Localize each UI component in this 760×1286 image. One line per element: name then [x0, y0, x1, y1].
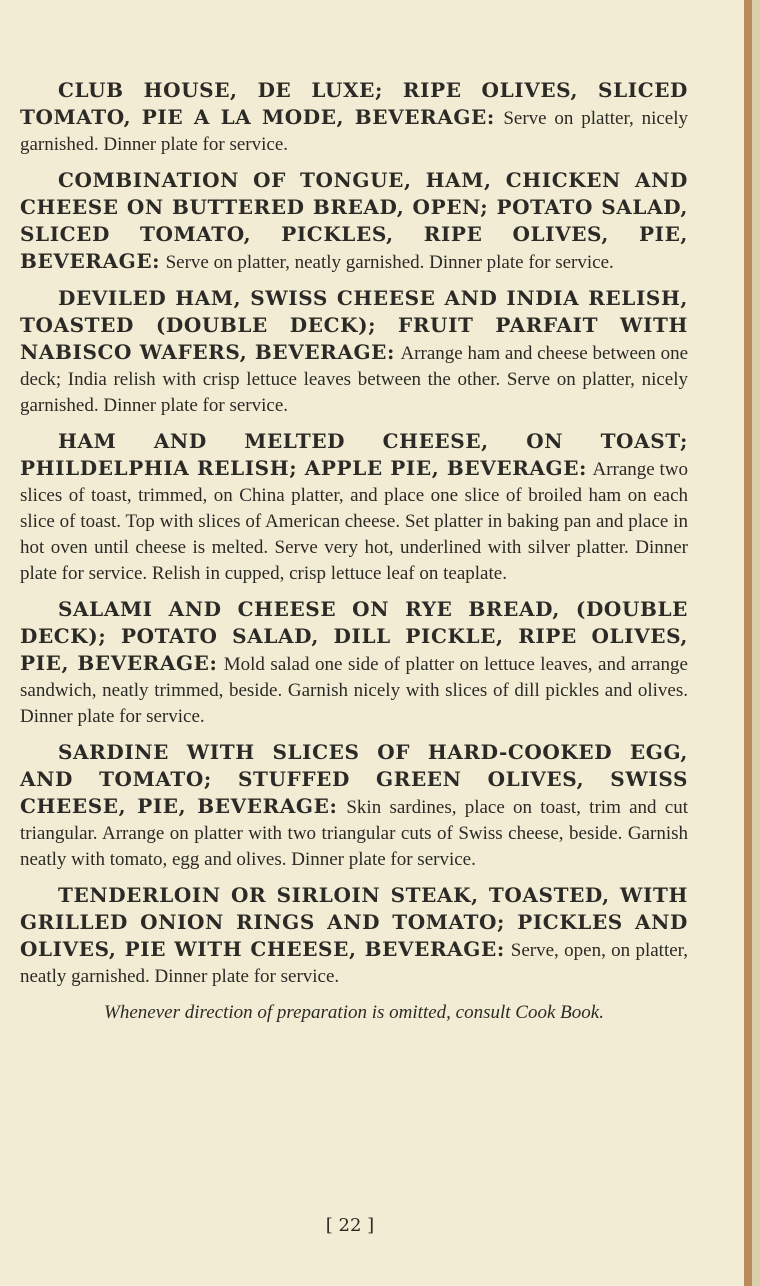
- entry-title: HAM AND MELTED CHEESE, ON TOAST; PHILDELPHIA RELISH; APPLE PIE, BEVERAGE:: [20, 429, 688, 480]
- entry-description: Arrange two slices of toast, trimmed, on China platter, and place one slice of broiled ham on each slice of toast. Top with slices of American cheese. Set platter in baking pan and place in hot oven until cheese is melted. Serve very hot, underlined with silver platter. Dinner plate for service. Relish in cupped, crisp lettuce leaf on teaplate.: [20, 459, 689, 584]
- entry-description: Serve, open, on platter, neatly garnished. Dinner plate for service.: [20, 940, 688, 987]
- entry-title: COMBINATION OF TONGUE, HAM, CHICKEN AND CHEESE ON BUTTERED BREAD, OPEN; POTATO SALAD, SLICED TOMATO, PICKLES, RIPE OLIVES, PIE, BEVERAGE:: [20, 168, 688, 273]
- page-number: [ 22 ]: [325, 1215, 375, 1236]
- entry-title: CLUB HOUSE, DE LUXE; RIPE OLIVES, SLICED TOMATO, PIE A LA MODE, BEVERAGE:: [20, 78, 688, 129]
- menu-entry: [20, 168, 688, 276]
- entry-description: Serve on platter, nicely garnished. Dinner plate for service.: [20, 108, 688, 155]
- entry-title: TENDERLOIN OR SIRLOIN STEAK, TOASTED, WITH GRILLED ONION RINGS AND TOMATO; PICKLES AND OLIVES, PIE WITH CHEESE, BEVERAGE:: [20, 883, 688, 961]
- menu-entries: [20, 78, 688, 1026]
- menu-entry: [20, 883, 688, 990]
- entry-description: Skin sardines, place on toast, trim and cut triangular. Arrange on platter with two triangular cuts of Swiss cheese, beside. Garnish neatly with tomato, egg and olives. Dinner plate for service.: [20, 797, 688, 870]
- footnote: Whenever direction of preparation is omitted, consult Cook Book.: [104, 1002, 604, 1023]
- entry-title: SALAMI AND CHEESE ON RYE BREAD, (DOUBLE DECK); POTATO SALAD, DILL PICKLE, RIPE OLIVES, PIE, BEVERAGE:: [20, 597, 688, 675]
- entry-title: DEVILED HAM, SWISS CHEESE AND INDIA RELISH, TOASTED (DOUBLE DECK); FRUIT PARFAIT WITH NABISCO WAFERS, BEVERAGE:: [20, 286, 688, 364]
- entry-description: Serve on platter, neatly garnished. Dinner plate for service.: [165, 252, 614, 273]
- entry-title: SARDINE WITH SLICES OF HARD-COOKED EGG, AND TOMATO; STUFFED GREEN OLIVES, SWISS CHEESE, PIE, BEVERAGE:: [20, 740, 688, 818]
- menu-entry: [20, 78, 688, 158]
- menu-entry: [20, 740, 688, 873]
- menu-entry: [20, 286, 688, 419]
- menu-entry: [20, 597, 688, 730]
- entry-description: Arrange ham and cheese between one deck; India relish with crisp lettuce leaves between the other. Serve on platter, nicely garnished. Dinner plate for service.: [20, 343, 689, 416]
- entry-description: Mold salad one side of platter on lettuce leaves, and arrange sandwich, neatly trimmed, beside. Garnish nicely with slices of dill pickles and olives. Dinner plate for service.: [20, 654, 688, 727]
- menu-entry: [20, 429, 688, 587]
